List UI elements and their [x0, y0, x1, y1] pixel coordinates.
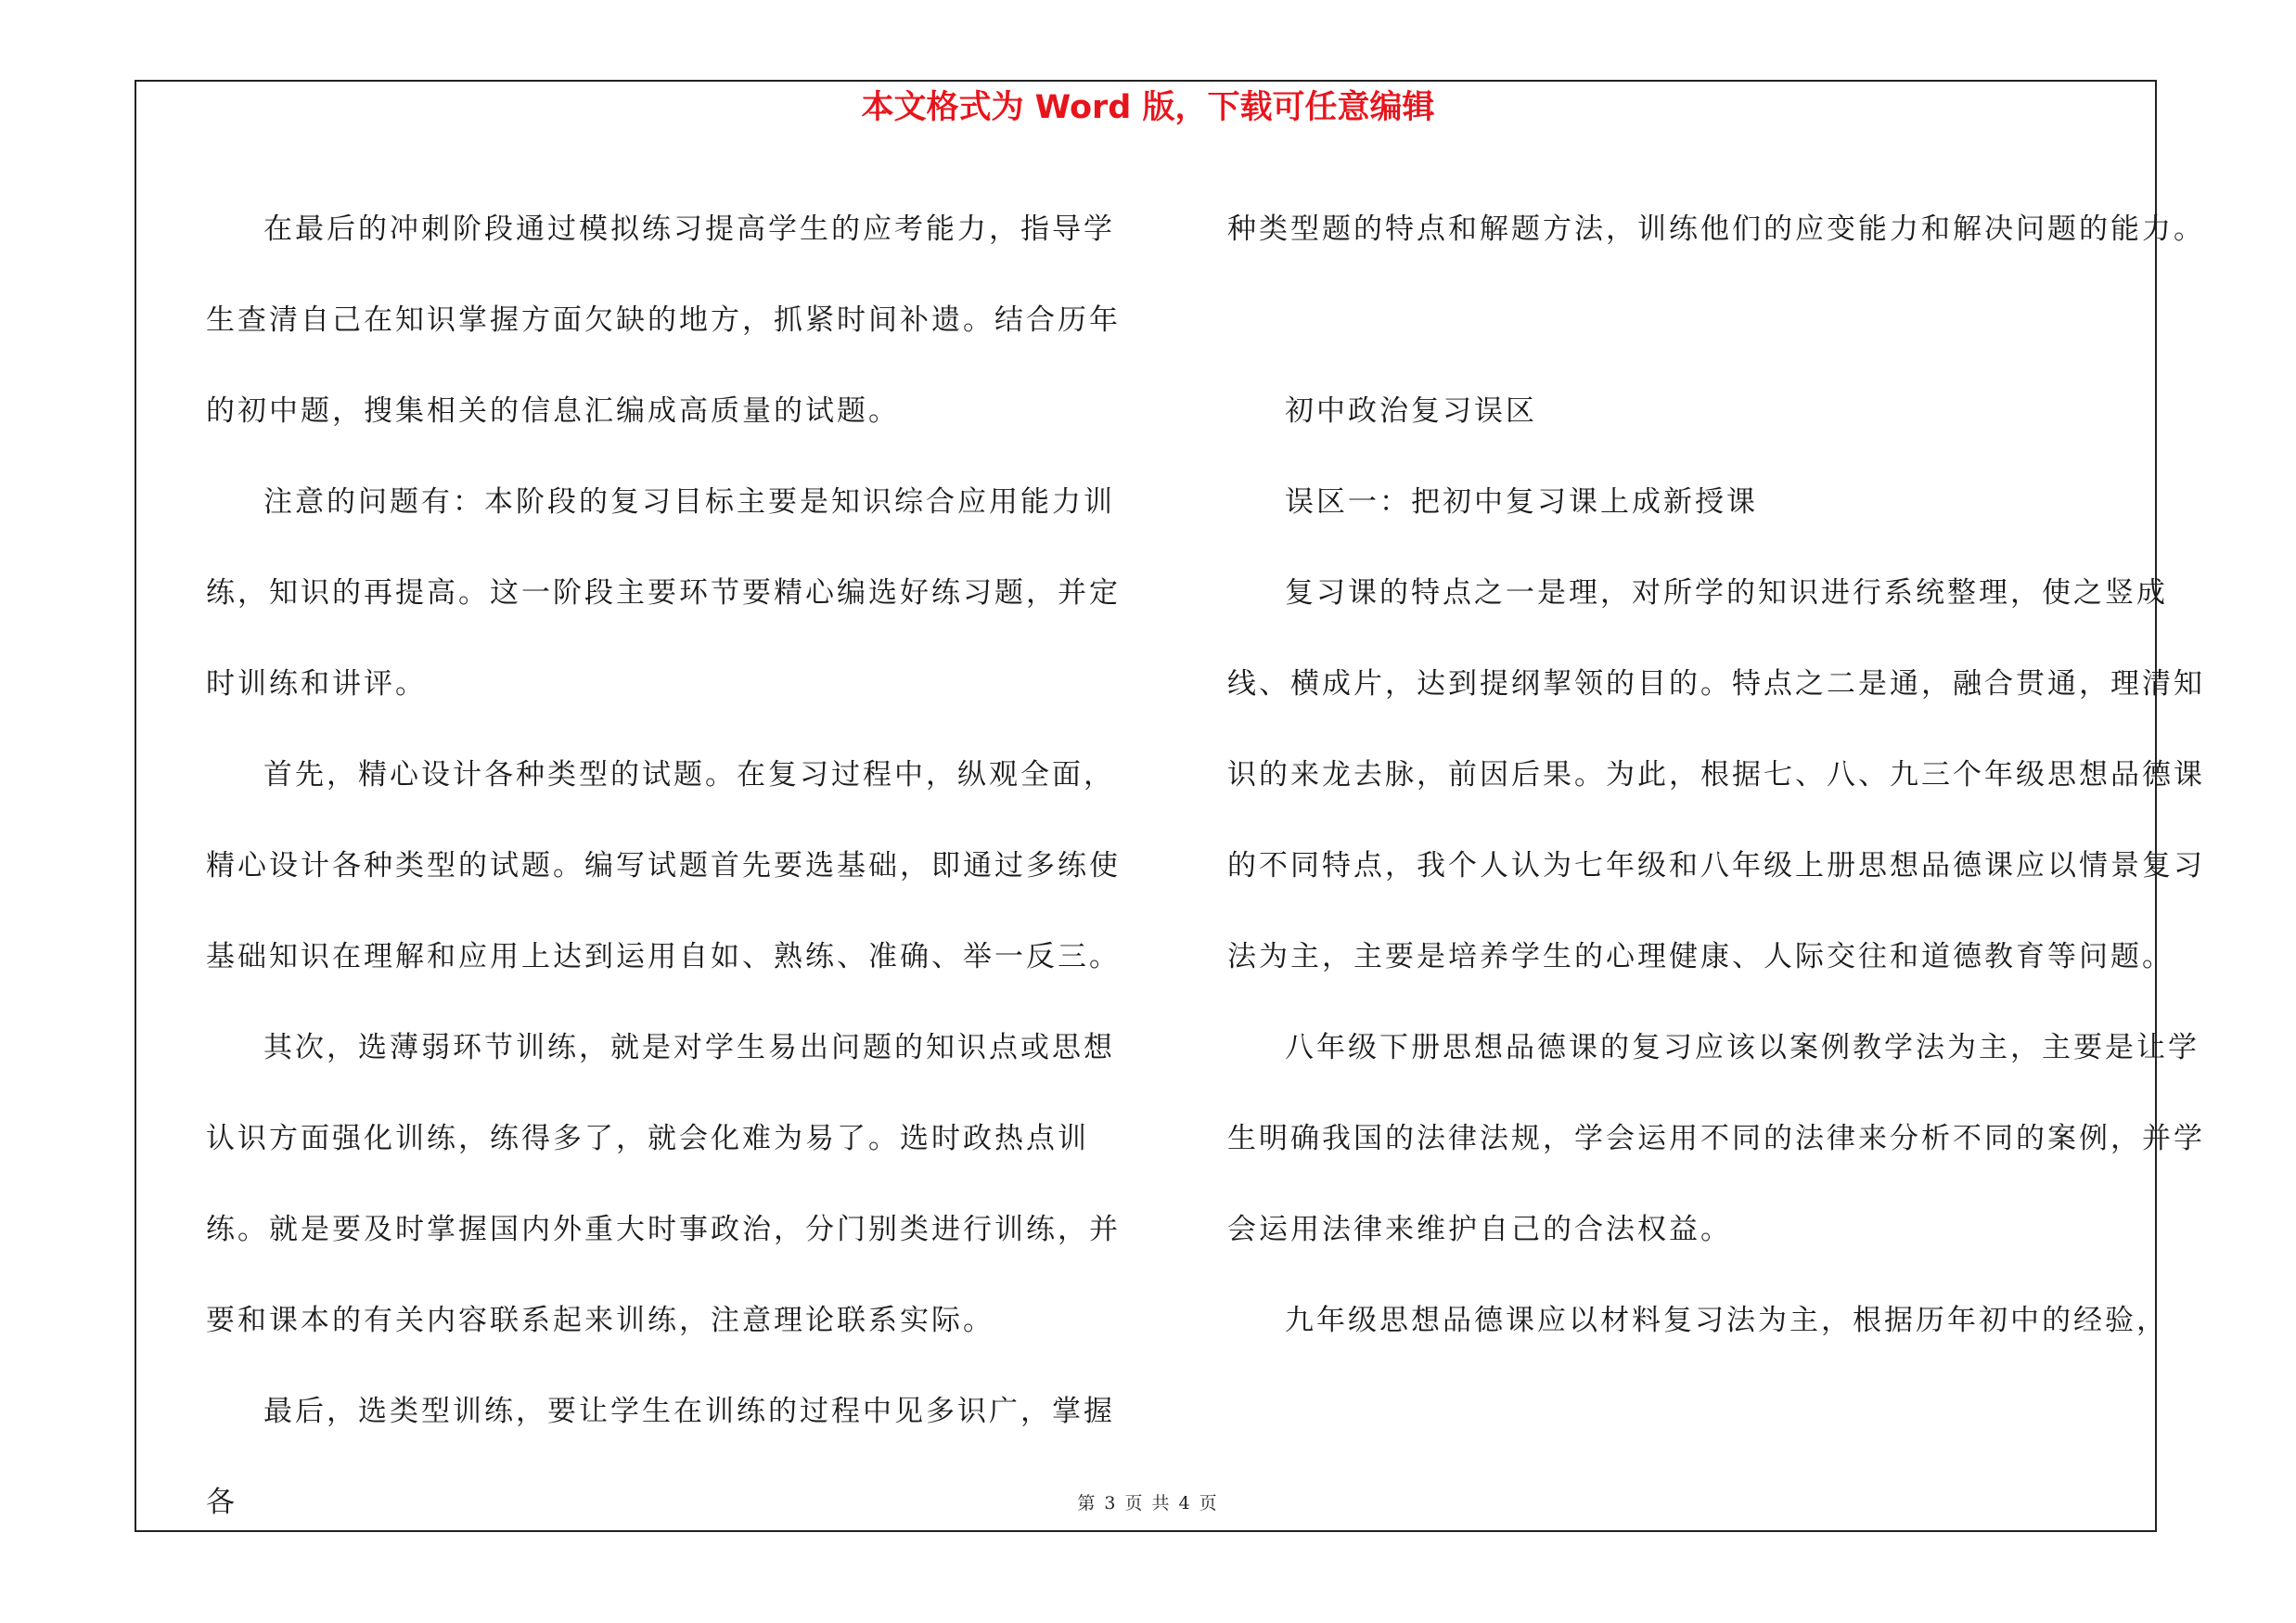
- body-paragraph: 首先，精心设计各种类型的试题。在复习过程中，纵观全面，精心设计各种类型的试题。编写试题首先要选基础，即通过多练使基础知识在理解和应用上达到运用自如、熟练、准确、举一反三。: [206, 758, 1121, 973]
- continued-paragraph: 种类型题的特点和解题方法，训练他们的应变能力和解决问题的能力。: [1227, 213, 2205, 246]
- body-paragraph: 其次，选薄弱环节训练，就是对学生易出问题的知识点或思想认识方面强化训练，练得多了，就会化难为易了。选时政热点训练。就是要及时掌握国内外重大时事政治，分门别类进行训练，并要和课本的有关内容联系起来训练，注意理论联系实际。: [206, 1031, 1121, 1337]
- body-paragraph: 八年级下册思想品德课的复习应该以案例教学法为主，主要是让学生明确我国的法律法规，学会运用不同的法律来分析不同的案例，并学会运用法律来维护自己的合法权益。: [1227, 1031, 2205, 1246]
- left-column: [206, 184, 1143, 1548]
- word-format-banner: 本文格式为 Word 版，下载可任意编辑: [861, 89, 1435, 126]
- body-paragraph: 最后，选类型训练，要让学生在训练的过程中见多识广，掌握各: [206, 1395, 1115, 1519]
- right-column: [1227, 184, 2211, 1366]
- body-paragraph: 复习课的特点之一是理，对所学的知识进行系统整理，使之竖成线、横成片，达到提纲挈领的目的。特点之二是通，融合贯通，理清知识的来龙去脉，前因后果。为此，根据七、八、九三个年级思想品德课的不同特点，我个人认为七年级和八年级上册思想品德课应以情景复习法为主，主要是培养学生的心理健康、人际交往和道德教育等问题。: [1227, 576, 2205, 973]
- blank-line: [1227, 275, 2211, 366]
- page-number-footer: 第 3 页 共 4 页: [1077, 1493, 1219, 1514]
- subheading: 误区一：把初中复习课上成新授课: [1285, 485, 1758, 519]
- body-paragraph: 注意的问题有：本阶段的复习目标主要是知识综合应用能力训练，知识的再提高。这一阶段主要环节要精心编选好练习题，并定时训练和讲评。: [206, 485, 1121, 701]
- section-title: 初中政治复习误区: [1285, 394, 1537, 428]
- body-paragraph: 在最后的冲刺阶段通过模拟练习提高学生的应考能力，指导学生查清自己在知识掌握方面欠缺的地方，抓紧时间补遗。结合历年的初中题，搜集相关的信息汇编成高质量的试题。: [206, 213, 1121, 428]
- body-paragraph: 九年级思想品德课应以材料复习法为主，根据历年初中的经验，: [1285, 1304, 2168, 1337]
